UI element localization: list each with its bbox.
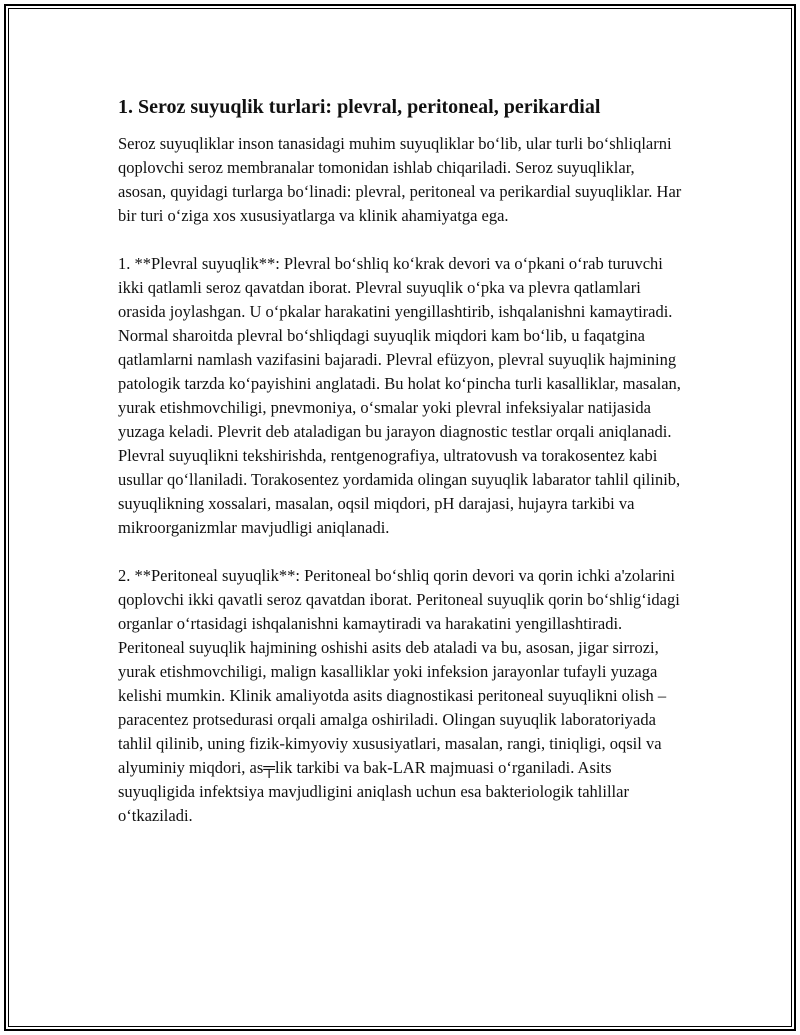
document-content bbox=[118, 94, 684, 852]
pleural-fluid-paragraph: 1. **Plevral suyuqlik**: Plevral bo‘shliq ko‘krak devori va o‘pkani o‘rab turuvchi ikki qatlamli seroz qavatdan iborat. Plevral suyuqlik o‘pka va plevra qatlamlari orasida joylashgan. U o‘pkalar harakatini yengillashtirib, ishqalanishni kamaytiradi. Normal sharoitda plevral bo‘shliqdagi suyuqlik miqdori kam bo‘lib, u faqatgina qatlamlarni namlash vazifasini bajaradi. Plevral efüzyon, plevral suyuqlik hajmining patologik tarzda ko‘payishini anglatadi. Bu holat ko‘pincha turli kasalliklar, masalan, yurak etishmovchiligi, pnevmoniya, o‘smalar yoki plevral infeksiyalar natijasida yuzaga keladi. Plevrit deb ataladigan bu jarayon diagnostic testlar orqali aniqlanadi. Plevral suyuqlikni tekshirishda, rentgenografiya, ultratovush va torakosentez kabi usullar qo‘llaniladi. Torakosentez yordamida olingan suyuqlik labarator tahlil qilinib, suyuqlikning xossalari, masalan, oqsil miqdori, pH darajasi, hujayra tarkibi va mikroorganizmlar mavjudligi aniqlanadi. bbox=[118, 254, 681, 537]
document-title: 1. Seroz suyuqlik turlari: plevral, peritoneal, perikardial bbox=[118, 96, 601, 118]
peritoneal-fluid-paragraph: 2. **Peritoneal suyuqlik**: Peritoneal bo‘shliq qorin devori va qorin ichki a'zolarini qoplovchi ikki qavatli seroz qavatdan iborat. Peritoneal suyuqlik qorin bo‘shlig‘idagi organlar o‘rtasidagi ishqalanishni kamaytiradi va harakatini yengillashtiradi. Peritoneal suyuqlik hajmining oshishi asits deb ataladi va bu, asosan, jigar sirrozi, yurak etishmovchiligi, malign kasalliklar yoki infeksion jarayonlar tufayli yuzaga kelishi mumkin. Klinik amaliyotda asits diagnostikasi peritoneal suyuqlikni olish – paracentez protsedurasi orqali amalga oshiriladi. Olingan suyuqlik laboratoriyada tahlil qilinib, uning fizik-kimyoviy xususiyatlari, masalan, rangi, tiniqligi, oqsil va alyuminiy miqdori, as╤lik tarkibi va bak-LAR majmuasi o‘rganiladi. Asits suyuqligida infektsiya mavjudligini aniqlash uchun esa bakteriologik tahlillar o‘tkaziladi. bbox=[118, 566, 680, 825]
intro-paragraph: Seroz suyuqliklar inson tanasidagi muhim suyuqliklar bo‘lib, ular turli bo‘shliqlarni qoplovchi seroz membranalar tomonidan ishlab chiqariladi. Seroz suyuqliklar, asosan, quyidagi turlarga bo‘linadi: plevral, peritoneal va perikardial suyuqliklar. Har bir turi o‘ziga xos xususiyatlarga va klinik ahamiyatga ega. bbox=[118, 134, 682, 225]
